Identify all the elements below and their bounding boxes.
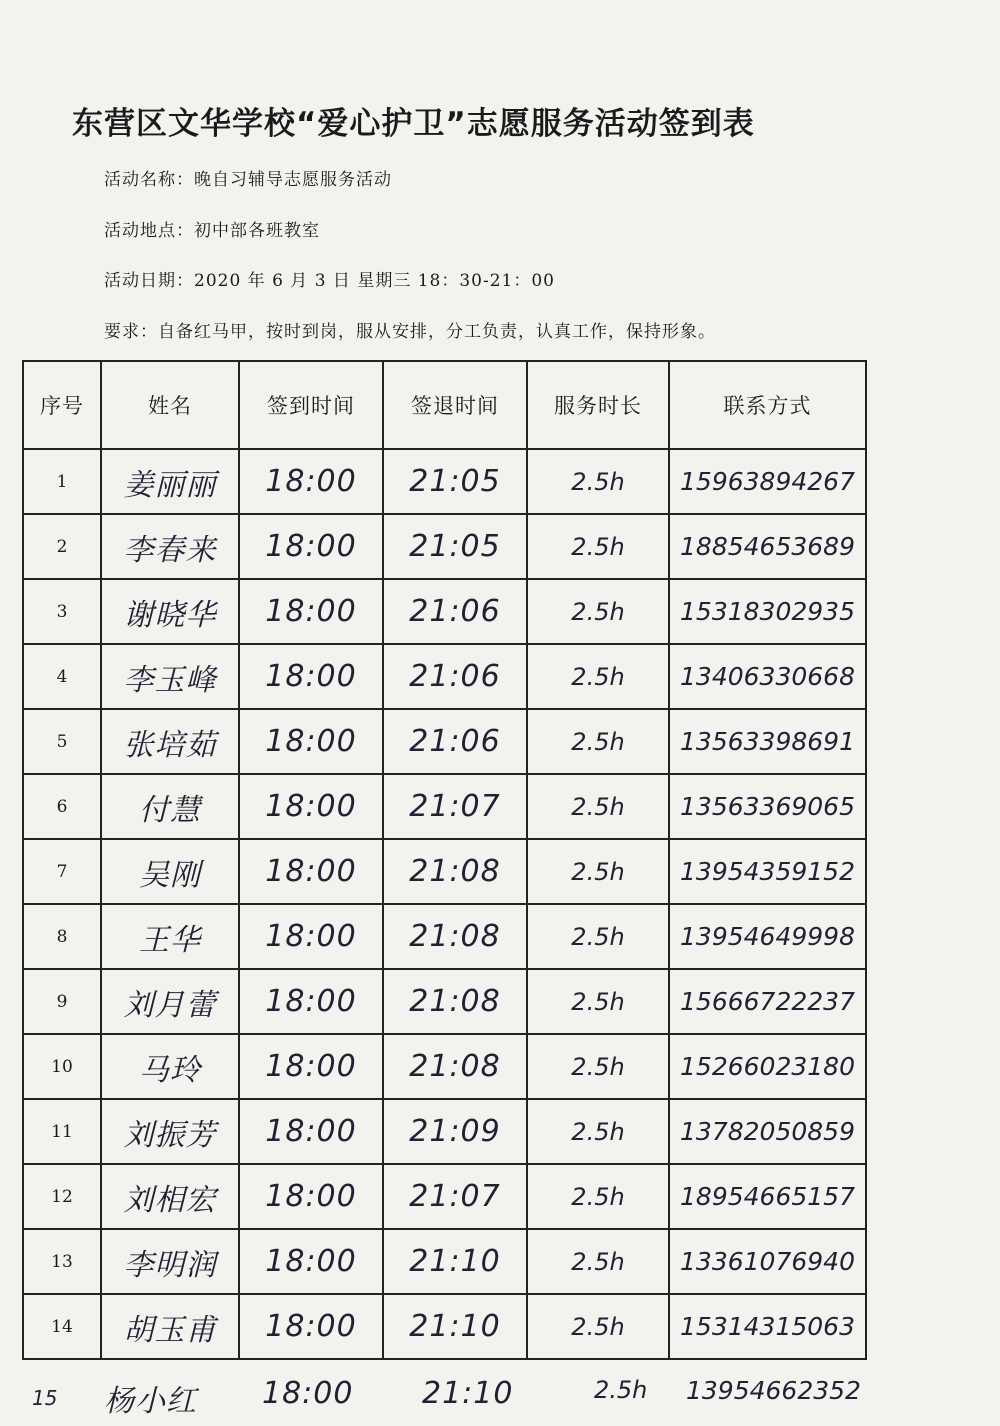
row-hours: 2.5h bbox=[527, 904, 669, 969]
row-no: 12 bbox=[23, 1164, 101, 1229]
header-name: 姓名 bbox=[101, 361, 239, 449]
row-signout: 21:10 bbox=[422, 1376, 514, 1411]
row-name: 谢晓华 bbox=[101, 579, 239, 644]
row-signout: 21:07 bbox=[383, 1164, 527, 1229]
row-hours: 2.5h bbox=[527, 839, 669, 904]
activity-place-line: 活动地点：初中部各班教室 bbox=[104, 221, 320, 241]
row-hours: 2.5h bbox=[527, 1099, 669, 1164]
requirements-line: 要求：自备红马甲，按时到岗，服从安排，分工负责，认真工作，保持形象。 bbox=[104, 322, 716, 342]
header-signout-time: 签退时间 bbox=[383, 361, 527, 449]
row-name: 吴刚 bbox=[101, 839, 239, 904]
row-hours: 2.5h bbox=[527, 969, 669, 1034]
row-name: 杨小红 bbox=[104, 1384, 197, 1419]
row-phone: 15266023180 bbox=[669, 1034, 866, 1099]
row-signin: 18:00 bbox=[239, 839, 383, 904]
row-signout: 21:05 bbox=[383, 449, 527, 514]
header-signin-time: 签到时间 bbox=[239, 361, 383, 449]
row-signout: 21:08 bbox=[383, 1034, 527, 1099]
row-name: 胡玉甫 bbox=[101, 1294, 239, 1359]
row-signout: 21:07 bbox=[383, 774, 527, 839]
row-phone: 15963894267 bbox=[669, 449, 866, 514]
row-signin: 18:00 bbox=[239, 1294, 383, 1359]
table-row bbox=[23, 1164, 866, 1229]
row-name: 姜丽丽 bbox=[101, 449, 239, 514]
row-phone: 15314315063 bbox=[669, 1294, 866, 1359]
row-no: 13 bbox=[23, 1229, 101, 1294]
table-row bbox=[23, 1229, 866, 1294]
row-hours: 2.5h bbox=[527, 644, 669, 709]
header-no: 序号 bbox=[23, 361, 101, 449]
row-signin: 18:00 bbox=[239, 644, 383, 709]
row-signout: 21:09 bbox=[383, 1099, 527, 1164]
table-header-row bbox=[23, 361, 866, 449]
table-row bbox=[23, 774, 866, 839]
row-no: 3 bbox=[23, 579, 101, 644]
row-signout: 21:06 bbox=[383, 579, 527, 644]
row-signin: 18:00 bbox=[239, 579, 383, 644]
row-phone: 18954665157 bbox=[669, 1164, 866, 1229]
row-name: 付慧 bbox=[101, 774, 239, 839]
row-phone: 13406330668 bbox=[669, 644, 866, 709]
table-row bbox=[23, 644, 866, 709]
row-phone: 13954649998 bbox=[669, 904, 866, 969]
row-signin: 18:00 bbox=[239, 904, 383, 969]
header-contact: 联系方式 bbox=[669, 361, 866, 449]
row-no: 5 bbox=[23, 709, 101, 774]
row-signin: 18:00 bbox=[239, 1034, 383, 1099]
row-hours: 2.5h bbox=[527, 709, 669, 774]
row-name: 刘月蕾 bbox=[101, 969, 239, 1034]
table-row bbox=[23, 709, 866, 774]
row-phone: 13563369065 bbox=[669, 774, 866, 839]
row-name: 李春来 bbox=[101, 514, 239, 579]
row-no: 10 bbox=[23, 1034, 101, 1099]
row-hours: 2.5h bbox=[527, 1294, 669, 1359]
row-hours: 2.5h bbox=[527, 449, 669, 514]
row-signin: 18:00 bbox=[262, 1376, 354, 1411]
row-phone: 15318302935 bbox=[669, 579, 866, 644]
row-hours: 2.5h bbox=[527, 579, 669, 644]
table-row bbox=[23, 579, 866, 644]
row-no: 4 bbox=[23, 644, 101, 709]
row-signout: 21:05 bbox=[383, 514, 527, 579]
table-row bbox=[23, 904, 866, 969]
row-no: 6 bbox=[23, 774, 101, 839]
row-name: 李玉峰 bbox=[101, 644, 239, 709]
row-phone: 18854653689 bbox=[669, 514, 866, 579]
row-no: 9 bbox=[23, 969, 101, 1034]
row-signin: 18:00 bbox=[239, 774, 383, 839]
row-signin: 18:00 bbox=[239, 1229, 383, 1294]
row-no: 2 bbox=[23, 514, 101, 579]
table-row bbox=[23, 514, 866, 579]
row-phone: 13361076940 bbox=[669, 1229, 866, 1294]
row-signout: 21:08 bbox=[383, 904, 527, 969]
row-signout: 21:10 bbox=[383, 1229, 527, 1294]
row-no: 15 bbox=[32, 1386, 58, 1410]
row-name: 刘振芳 bbox=[101, 1099, 239, 1164]
table-row bbox=[23, 969, 866, 1034]
row-phone: 13954359152 bbox=[669, 839, 866, 904]
row-name: 王华 bbox=[101, 904, 239, 969]
row-no: 14 bbox=[23, 1294, 101, 1359]
table-row bbox=[23, 1294, 866, 1359]
row-phone: 13563398691 bbox=[669, 709, 866, 774]
row-no: 7 bbox=[23, 839, 101, 904]
row-hours: 2.5h bbox=[594, 1376, 648, 1404]
row-phone: 15666722237 bbox=[669, 969, 866, 1034]
table-row bbox=[23, 839, 866, 904]
row-signout: 21:08 bbox=[383, 969, 527, 1034]
row-hours: 2.5h bbox=[527, 1034, 669, 1099]
row-hours: 2.5h bbox=[527, 1229, 669, 1294]
row-no: 11 bbox=[23, 1099, 101, 1164]
row-signout: 21:06 bbox=[383, 644, 527, 709]
row-signin: 18:00 bbox=[239, 1164, 383, 1229]
row-signin: 18:00 bbox=[239, 1099, 383, 1164]
row-signin: 18:00 bbox=[239, 969, 383, 1034]
table-row bbox=[23, 1034, 866, 1099]
row-name: 马玲 bbox=[101, 1034, 239, 1099]
row-name: 张培茹 bbox=[101, 709, 239, 774]
page-title: 东营区文华学校“爱心护卫”志愿服务活动签到表 bbox=[72, 106, 755, 142]
activity-name-line: 活动名称：晚自习辅导志愿服务活动 bbox=[104, 170, 392, 190]
activity-date-line: 活动日期：2020 年 6 月 3 日 星期三 18：30-21：00 bbox=[104, 271, 555, 291]
table-row bbox=[23, 1099, 866, 1164]
row-hours: 2.5h bbox=[527, 514, 669, 579]
row-name: 李明润 bbox=[101, 1229, 239, 1294]
row-signout: 21:10 bbox=[383, 1294, 527, 1359]
table-row bbox=[23, 449, 866, 514]
row-signout: 21:06 bbox=[383, 709, 527, 774]
row-phone: 13782050859 bbox=[669, 1099, 866, 1164]
header-service-hours: 服务时长 bbox=[527, 361, 669, 449]
signin-table bbox=[22, 360, 867, 1360]
row-no: 1 bbox=[23, 449, 101, 514]
row-signout: 21:08 bbox=[383, 839, 527, 904]
row-signin: 18:00 bbox=[239, 449, 383, 514]
row-no: 8 bbox=[23, 904, 101, 969]
row-phone: 13954662352 bbox=[686, 1376, 861, 1405]
row-hours: 2.5h bbox=[527, 774, 669, 839]
row-signin: 18:00 bbox=[239, 514, 383, 579]
row-signin: 18:00 bbox=[239, 709, 383, 774]
row-name: 刘相宏 bbox=[101, 1164, 239, 1229]
extra-handwritten-row bbox=[22, 1372, 865, 1422]
row-hours: 2.5h bbox=[527, 1164, 669, 1229]
